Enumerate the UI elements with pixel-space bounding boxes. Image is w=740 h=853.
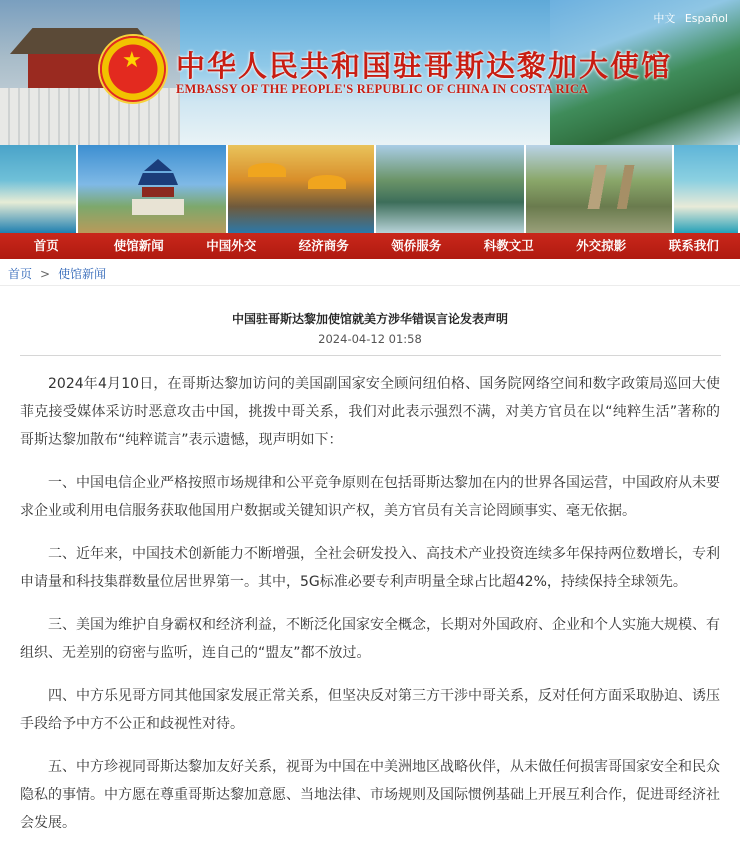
language-switcher	[647, 10, 728, 26]
national-emblem-icon: ★	[100, 36, 166, 102]
article-paragraph: 二、近年来，中国技术创新能力不断增强，全社会研发投入、高技术产业投资连续多年保持两位数增长，专利申请量和科技集群数量位居世界第一。其中，5G标准必要专利声明量全球占比超42%，持续保持全球领先。	[20, 546, 720, 590]
embassy-title-cn: 中华人民共和国驻哥斯达黎加大使馆	[176, 49, 673, 83]
article-paragraph: 四、中方乐见哥方同其他国家发展正常关系，但坚决反对第三方干涉中哥关系，反对任何方面采取胁迫、诱压手段给予中方不公正和歧视性对待。	[20, 688, 720, 732]
embassy-title-en: EMBASSY OF THE PEOPLE'S REPUBLIC OF CHINA IN COSTA RICA	[176, 82, 589, 96]
resort-umbrella-photo	[228, 145, 376, 233]
breadcrumb	[0, 259, 740, 286]
island-photo	[674, 145, 740, 233]
beach-photo	[0, 145, 78, 233]
nav-item-china-diplomacy[interactable]: 中国外交	[206, 238, 257, 253]
article-paragraph: 2024年4月10日，在哥斯达黎加访问的美国副国家安全顾问纽伯格、国务院网络空间和数字政策局巡回大使菲克接受媒体采访时恶意攻击中国，挑拨中哥关系，我们对此表示强烈不满，对美方官员在以“纯粹生活”著称的哥斯达黎加散布“纯粹谎言”表示遗憾，现声明如下：	[20, 376, 720, 448]
breadcrumb-home-link[interactable]: 首页	[8, 267, 33, 281]
breadcrumb-separator: >	[40, 267, 51, 281]
nav-item-contact-us[interactable]: 联系我们	[668, 238, 719, 253]
main-nav	[0, 233, 740, 259]
article-paragraph: 三、美国为维护自身霸权和经济利益，不断泛化国家安全概念，长期对外国政府、企业和个人实施大规模、有组织、无差别的窃密与监听，连自己的“盟友”都不放过。	[20, 617, 720, 661]
lang-link-chinese[interactable]: 中文	[653, 12, 676, 25]
article-paragraph: 一、中国电信企业严格按照市场规律和公平竞争原则在包括哥斯达黎加在内的世界各国运营，中国政府从未要求企业或利用电信服务获取他国用户数据或关键知识产权，美方官员有关言论罔顾事实、毫无依据。	[20, 475, 720, 519]
temple-of-heaven-photo	[78, 145, 228, 233]
great-wall-photo	[526, 145, 674, 233]
article-paragraph: 五、中方珍视同哥斯达黎加友好关系，视哥为中国在中美洲地区战略伙伴，从未做任何损害哥国家安全和民众隐私的事情。中方愿在尊重哥斯达黎加意愿、当地法律、市场规则及国际惯例基础上开展互利合作，促进哥经济社会发展。	[20, 759, 720, 831]
article-title: 中国驻哥斯达黎加使馆就美方涉华错误言论发表声明	[231, 312, 508, 326]
header-banner	[0, 0, 740, 145]
nav-item-consular-services[interactable]: 领侨服务	[391, 238, 442, 253]
nav-item-science-education[interactable]: 科教文卫	[483, 238, 534, 253]
nav-item-home[interactable]: 首页	[33, 238, 59, 253]
article-date: 2024-04-12 01:58	[318, 332, 422, 346]
photo-strip	[0, 145, 740, 233]
lang-link-spanish[interactable]: Español	[684, 12, 728, 25]
article-body	[0, 356, 740, 837]
karst-river-photo	[376, 145, 526, 233]
breadcrumb-current-link[interactable]: 使馆新闻	[58, 267, 107, 281]
nav-item-diplomatic-photos[interactable]: 外交掠影	[576, 238, 627, 253]
nav-item-embassy-news[interactable]: 使馆新闻	[113, 238, 164, 253]
nav-item-economy-commerce[interactable]: 经济商务	[298, 238, 349, 253]
